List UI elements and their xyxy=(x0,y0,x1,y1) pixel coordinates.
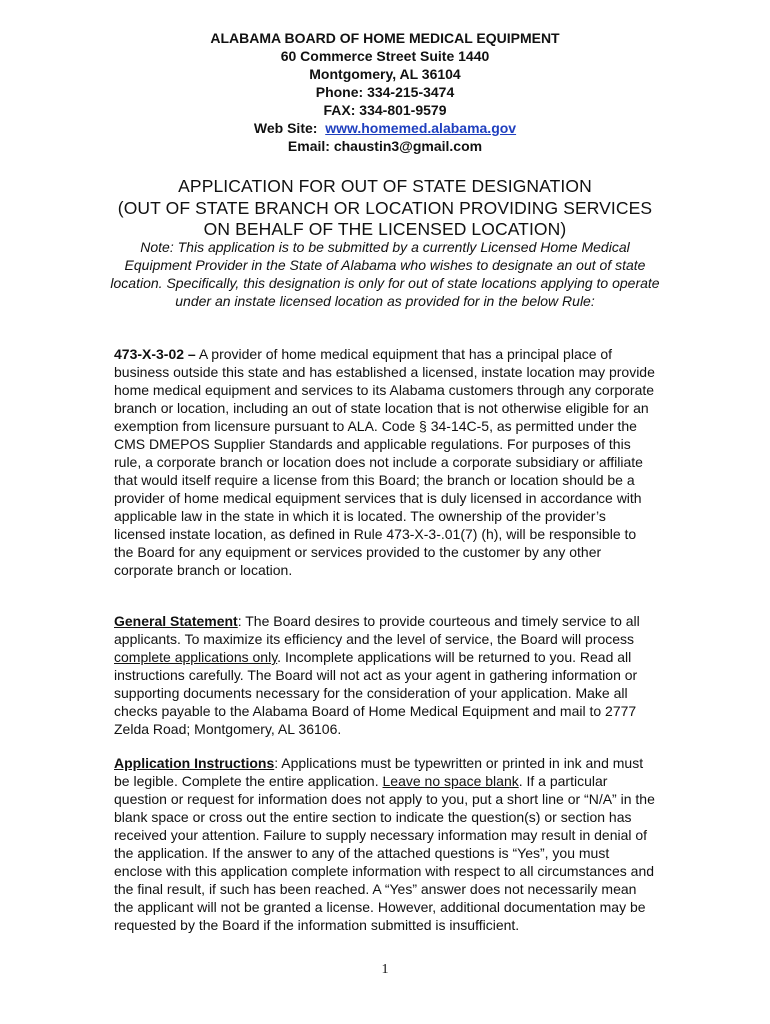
title-line-2: (OUT OF STATE BRANCH OR LOCATION PROVIDING SERVICES xyxy=(117,197,653,218)
org-name: ALABAMA BOARD OF HOME MEDICAL EQUIPMENT xyxy=(210,30,560,46)
website-line xyxy=(0,119,770,137)
instructions-text-2: . If a particular question or request for information does not apply to you, put a short line or “N/A” in the blank space or cross out the entire section to indicate the question(s) or section has received your attention. Failure to supply necessary information may result in denial of the application. If the answer to any of the attached questions is “Yes”, you must enclose with this application complete information with respect to all circumstances and the final result, if such has been reached. A “Yes” answer does not necessarily mean the applicant will not be granted a license. However, additional documentation may be requested by the Board if the information submitted is insufficient. xyxy=(114,773,655,933)
rule-text: A provider of home medical equipment that has a principal place of business outside this state and has established a licensed, instate location may provide home medical equipment and services to its Alabama customers through any corporate branch or location, including an out of state location that is not otherwise eligible for an exemption from licensure pursuant to ALA. Code § 34-14C-5, as permitted under the CMS DMEPOS Supplier Standards and applicable regulations. For purposes of this rule, a corporate branch or location does not include a corporate subsidiary or affiliate that would itself require a license from this Board; the branch or location should be a provider of home medical equipment services that is duly licensed in accordance with applicable law in the state in which it is located. The ownership of the provider’s licensed instate location, as defined in Rule 473-X-3-.01(7) (h), will be responsible to the Board for any equipment or services provided to the customer by any other corporate branch or location. xyxy=(114,346,655,578)
website-link[interactable]: www.homemed.alabama.gov xyxy=(325,120,517,136)
general-emphasis: complete applications only xyxy=(114,649,278,665)
instructions-text-1: : Applications must be typewritten or printed in ink and must be legible. Complete the entire application. xyxy=(114,755,644,789)
title-line-3: ON BEHALF OF THE LICENSED LOCATION) xyxy=(203,219,567,239)
instructions-heading: Application Instructions xyxy=(114,755,275,771)
general-statement-heading: General Statement xyxy=(114,613,238,629)
rule-number: 473-X-3-02 – xyxy=(114,346,196,362)
page-number: 1 xyxy=(381,962,389,977)
general-statement-paragraph xyxy=(114,612,659,738)
note-paragraph: Note: This application is to be submitted by a currently Licensed Home Medical Equipment Provider in the State of Alabama who wishes to designate an out of state location. Specifically, this designation is only for out of state locations applying to operate under an instate licensed location as provided for in the below Rule: xyxy=(110,239,660,309)
letterhead xyxy=(0,29,770,155)
general-text-2: . Incomplete applications will be returned to you. Read all instructions carefully. The Board will not act as your agent in gathering information or supporting documents necessary for the consideration of your application. Make all checks payable to the Alabama Board of Home Medical Equipment and mail to 2777 Zelda Road; Montgomery, AL 36106. xyxy=(114,649,638,737)
street-address: 60 Commerce Street Suite 1440 xyxy=(280,48,490,64)
city-state-zip: Montgomery, AL 36104 xyxy=(309,66,461,82)
phone: Phone: 334-215-3474 xyxy=(315,84,455,100)
rule-paragraph xyxy=(114,345,659,579)
email: Email: chaustin3@gmail.com xyxy=(287,138,483,154)
website-label: Web Site: xyxy=(253,120,326,136)
document-title xyxy=(60,176,710,241)
instructions-emphasis: Leave no space blank xyxy=(382,773,519,789)
fax: FAX: 334-801-9579 xyxy=(323,102,447,118)
general-text-1: : The Board desires to provide courteous and timely service to all applicants. To maximize its efficiency and the level of service, the Board will process xyxy=(114,613,640,647)
title-line-1: APPLICATION FOR OUT OF STATE DESIGNATION xyxy=(178,176,592,196)
application-instructions-paragraph xyxy=(114,754,659,934)
